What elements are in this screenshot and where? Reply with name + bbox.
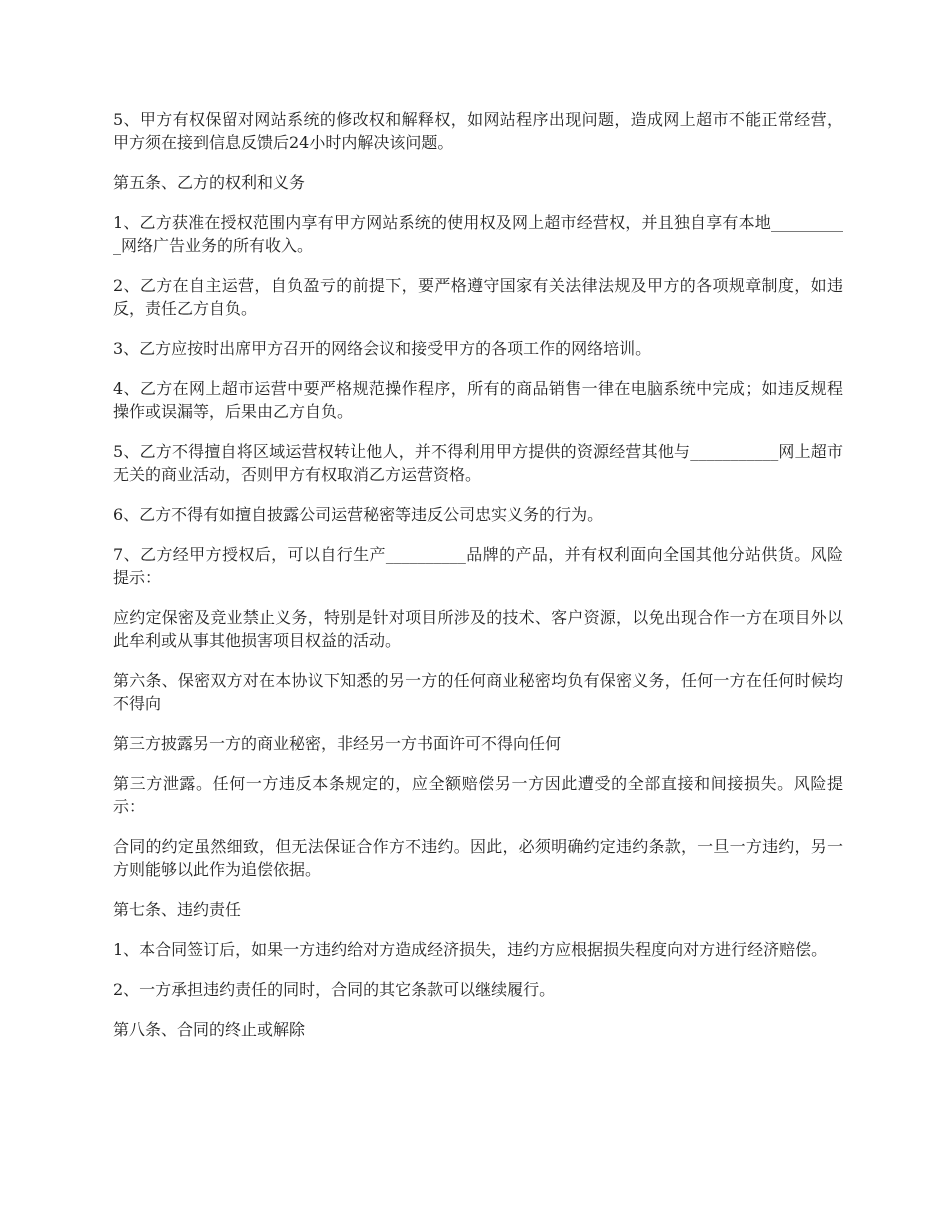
heading-article-7: 第七条、违约责任	[113, 900, 242, 919]
paragraph-clause-5-party-a: 5、甲方有权保留对网站系统的修改权和解释权，如网站程序出现问题，造成网上超市不能正常经营，甲方须在接到信息反馈后24小时内解决该问题。	[113, 110, 843, 152]
paragraph-breach-2: 2、一方承担违约责任的同时，合同的其它条款可以继续履行。	[113, 980, 556, 999]
heading-article-8: 第八条、合同的终止或解除	[113, 1020, 306, 1039]
document-body	[113, 108, 843, 1058]
paragraph-article-6-confidentiality: 第六条、保密双方对在本协议下知悉的另一方的任何商业秘密均负有保密义务，任何一方在任何时候均不得向	[113, 671, 843, 713]
paragraph-party-b-7: 7、乙方经甲方授权后，可以自行生产__________品牌的产品，并有权利面向全国其他分站供货。风险提示：	[113, 545, 843, 587]
paragraph-risk-note-breach: 合同的约定虽然细致，但无法保证合作方不违约。因此，必须明确约定违约条款，一旦一方违约，另一方则能够以此作为追偿依据。	[113, 837, 843, 879]
paragraph-risk-note-confidentiality: 应约定保密及竞业禁止义务，特别是针对项目所涉及的技术、客户资源，以免出现合作一方在项目外以此牟利或从事其他损害项目权益的活动。	[113, 608, 843, 650]
paragraph-party-b-1: 1、乙方获准在授权范围内享有甲方网站系统的使用权及网上超市经营权，并且独自享有本地__________网络广告业务的所有收入。	[113, 213, 843, 255]
paragraph-third-party-leak: 第三方泄露。任何一方违反本条规定的，应全额赔偿另一方因此遭受的全部直接和间接损失。风险提示：	[113, 774, 843, 816]
paragraph-party-b-6: 6、乙方不得有如擅自披露公司运营秘密等违反公司忠实义务的行为。	[113, 505, 604, 524]
paragraph-third-party-disclosure: 第三方披露另一方的商业秘密，非经另一方书面许可不得向任何	[113, 734, 562, 753]
paragraph-breach-1: 1、本合同签订后，如果一方违约给对方造成经济损失，违约方应根据损失程度向对方进行经济赔偿。	[113, 940, 828, 959]
paragraph-party-b-4: 4、乙方在网上超市运营中要严格规范操作程序，所有的商品销售一律在电脑系统中完成；如违反规程操作或误漏等，后果由乙方自负。	[113, 379, 843, 421]
paragraph-party-b-3: 3、乙方应按时出席甲方召开的网络会议和接受甲方的各项工作的网络培训。	[113, 339, 652, 358]
heading-article-5: 第五条、乙方的权利和义务	[113, 173, 306, 192]
paragraph-party-b-5: 5、乙方不得擅自将区域运营权转让他人，并不得利用甲方提供的资源经营其他与___________网上超市无关的商业活动，否则甲方有权取消乙方运营资格。	[113, 442, 843, 484]
paragraph-party-b-2: 2、乙方在自主运营，自负盈亏的前提下，要严格遵守国家有关法律法规及甲方的各项规章制度，如违反，责任乙方自负。	[113, 276, 843, 318]
